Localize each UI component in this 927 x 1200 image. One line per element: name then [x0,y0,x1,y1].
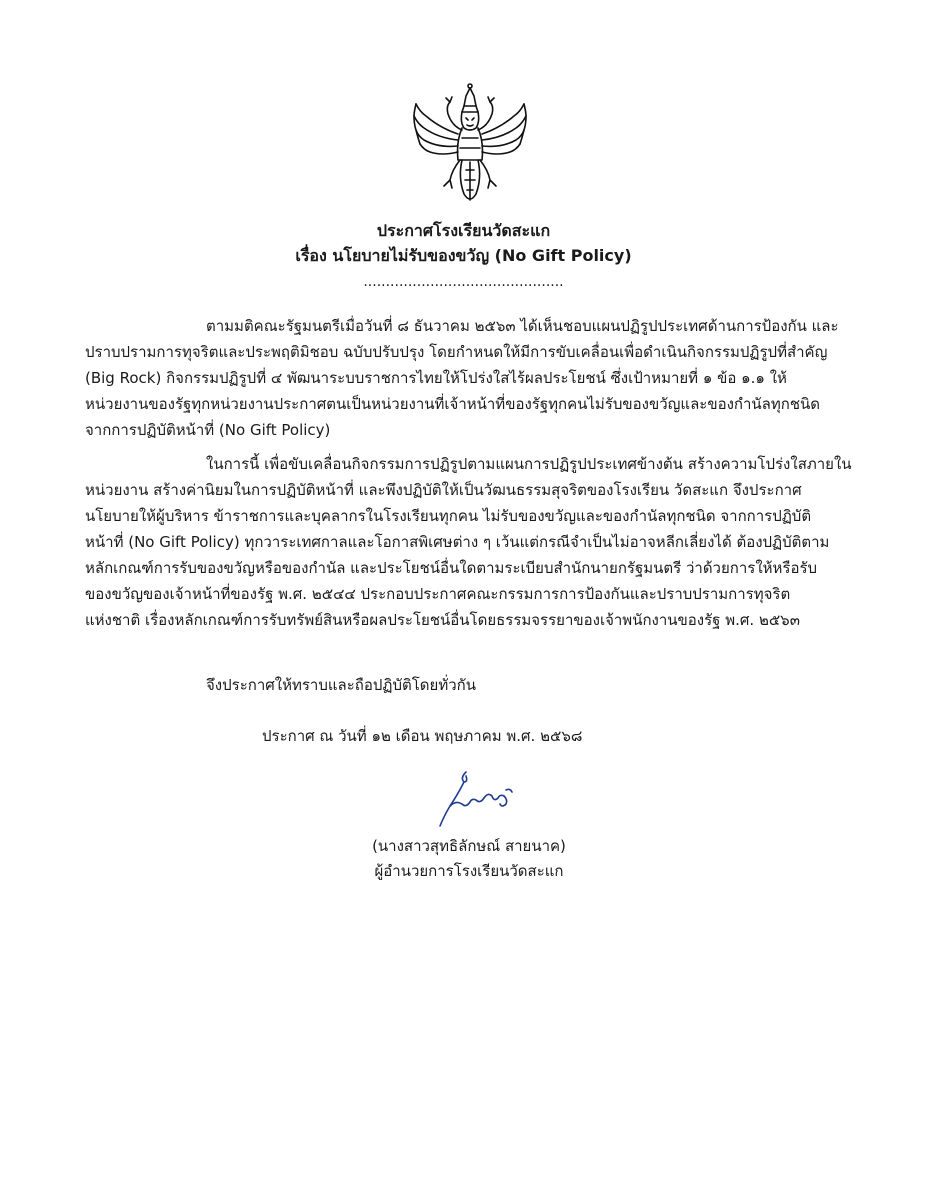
paragraph-line: หลักเกณฑ์การรับของขวัญหรือของกำนัล และประโยชน์อื่นใดตามระเบียบสำนักนายกรัฐมนตรี ว่าด้วยการให้หรือรับ [85,559,818,577]
paragraph-line: แห่งชาติ เรื่องหลักเกณฑ์การรับทรัพย์สินหรือผลประโยชน์อื่นโดยธรรมจรรยาของเจ้าพนักงานของรัฐ พ.ศ. ๒๕๖๓ [85,611,800,629]
paragraph-line: หน้าที่ (No Gift Policy) ทุกวาระเทศกาลและโอกาสพิเศษต่าง ๆ เว้นแต่กรณีจำเป็นไม่อาจหลีกเลี่ยงได้ ต้องปฏิบัติตาม [85,533,830,551]
paragraph-line: ปราบปรามการทุจริตและประพฤติมิชอบ ฉบับปรับปรุง โดยกำหนดให้มีการขับเคลื่อนเพื่อดำเนินกิจกรรมปฏิรูปที่สำคัญ [85,343,828,361]
paragraph-line: นโยบายให้ผู้บริหาร ข้าราชการและบุคลากรในโรงเรียนทุกคน ไม่รับของขวัญและของกำนัลทุกชนิด จากการปฏิบัติ [85,507,812,525]
paragraph-line: ในการนี้ เพื่อขับเคลื่อนกิจกรรมการปฏิรูปตามแผนการปฏิรูปประเทศข้างต้น สร้างความโปร่งใสภายใน [206,455,852,473]
handwritten-signature-icon [436,768,528,830]
paragraph-line: (Big Rock) กิจกรรมปฏิรูปที่ ๔ พัฒนาระบบราชการไทยให้โปร่งใสไร้ผลประโยชน์ ซึ่งเป้าหมายที่ ๑ ข้อ ๑.๑ ให้ [85,369,787,387]
garuda-emblem-icon [412,82,528,208]
announcement-date: ประกาศ ณ วันที่ ๑๒ เดือน พฤษภาคม พ.ศ. ๒๕๖๘ [262,727,583,745]
announcement-subject: เรื่อง นโยบายไม่รับของขวัญ (No Gift Policy) [295,246,632,265]
paragraph-line: จึงประกาศให้ทราบและถือปฏิบัติโดยทั่วกัน [206,676,476,694]
announcement-title: ประกาศโรงเรียนวัดสะแก [376,221,551,240]
body-paragraph-2 [85,451,852,633]
paragraph-line: จากการปฏิบัติหน้าที่ (No Gift Policy) [85,421,331,439]
title-separator: ............................................. [363,274,564,290]
paragraph-line: หน่วยงาน สร้างค่านิยมในการปฏิบัติหน้าที่ และพึงปฏิบัติให้เป็นวัฒนธรรมสุจริตของโรงเรียน วัดสะแก จึงประกาศ [85,481,802,499]
closing-statement [206,672,824,698]
paragraph-line: ของขวัญของเจ้าหน้าที่ของรัฐ พ.ศ. ๒๕๔๔ ประกอบประกาศคณะกรรมการการป้องกันและปราบปรามการทุจริต [85,585,791,603]
paragraph-line: หน่วยงานของรัฐทุกหน่วยงานประกาศตนเป็นหน่วยงานที่เจ้าหน้าที่ของรัฐทุกคนไม่รับของขวัญและของกำนัลทุกชนิด [85,395,821,413]
signer-name: (นางสาวสุทธิลักษณ์ สายนาค) [372,837,566,855]
signer-position: ผู้อำนวยการโรงเรียนวัดสะแก [374,862,564,880]
paragraph-line: ตามมติคณะรัฐมนตรีเมื่อวันที่ ๘ ธันวาคม ๒๕๖๓ ได้เห็นชอบแผนปฏิรูปประเทศด้านการป้องกัน และ [206,317,839,335]
body-paragraph-1 [85,313,839,443]
